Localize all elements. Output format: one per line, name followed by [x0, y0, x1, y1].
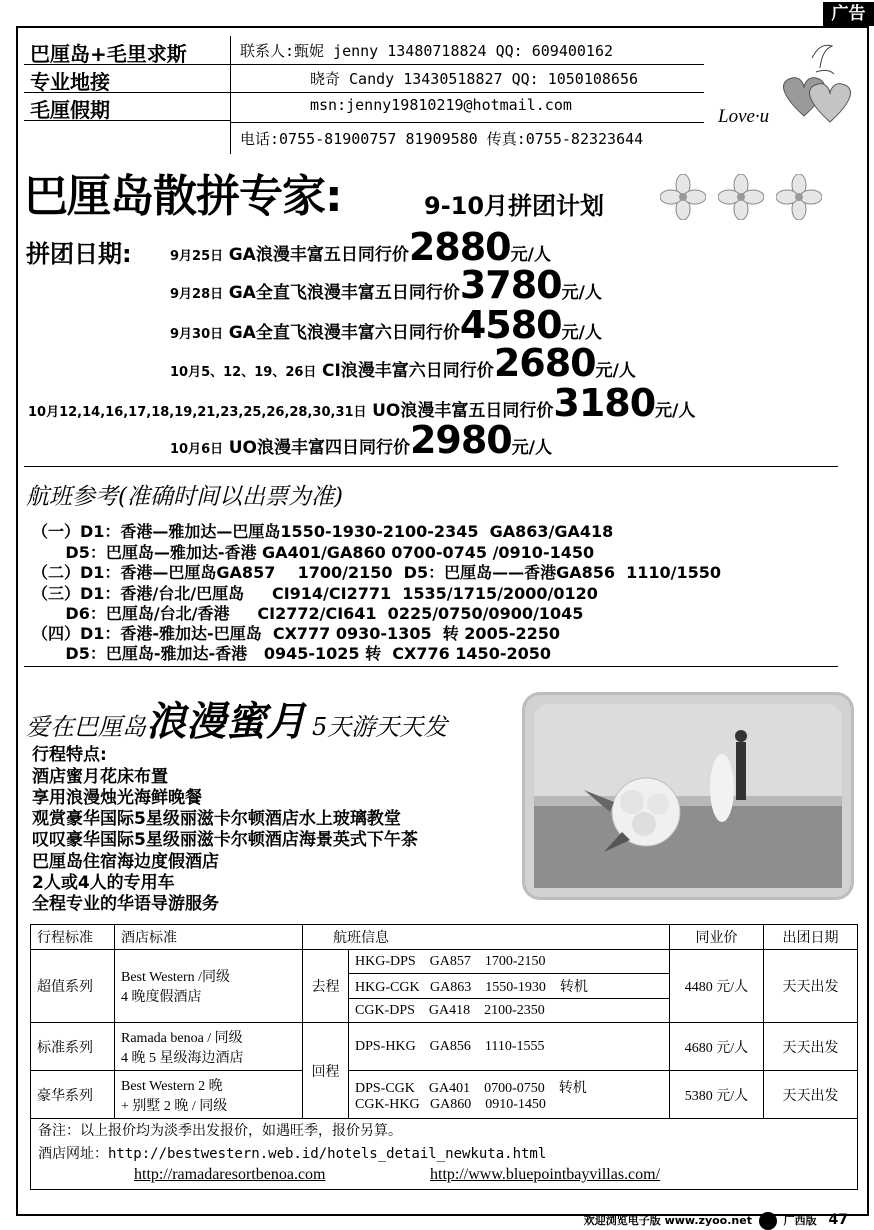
flight-line: （一）D1：香港—雅加达—巴厘岛1550-1930-2100-2345 GA863/GA418	[32, 522, 614, 541]
feature-item: 叹叹豪华国际5星级丽滋卡尔顿酒店海景英式下午茶	[32, 830, 418, 850]
feature-item: 酒店蜜月花床布置	[32, 767, 168, 787]
return-label: 回程	[303, 1023, 349, 1119]
hotel-standard: Best Western /同级 4 晚度假酒店	[115, 950, 303, 1023]
hotel-site-row	[38, 1143, 546, 1163]
schedule-row: 9月28日 GA全直飞浪漫丰富五日同行价3780元/人	[170, 263, 602, 307]
flight-reference-title: 航班参考(准确时间以出票为准)	[26, 484, 343, 510]
series-price: 4480 元/人	[670, 950, 764, 1023]
table-header: 同业价	[670, 925, 764, 950]
flight-cell: DPS-CGK GA401 0700-0750 转机 CGK-HKG GA860 0910-1450	[349, 1071, 670, 1119]
flight-line: D5：巴厘岛—雅加达-香港 GA401/GA860 0700-0745 /0910-1450	[32, 543, 595, 562]
hotel-standard: Best Western 2 晚 + 别墅 2 晚 / 同级	[115, 1071, 303, 1119]
love-u-logo	[712, 38, 862, 134]
feature-item: 享用浪漫烛光海鲜晚餐	[32, 788, 202, 808]
series-name: 豪华系列	[31, 1071, 115, 1119]
tag-local-agent: 专业地接	[30, 70, 110, 94]
logo-text: Love·u	[718, 106, 770, 127]
headline-subtitle: 9-10月拼团计划	[424, 192, 605, 220]
schedule-row: 10月6日 UO浪漫丰富四日同行价2980元/人	[170, 418, 552, 462]
feature-heading: 行程特点:	[32, 745, 107, 765]
outbound-label: 去程	[303, 950, 349, 1023]
tag-holiday: 毛厘假期	[30, 98, 110, 122]
honeymoon-title: 爱在巴厘岛浪漫蜜月 5天游天天发	[26, 698, 448, 745]
feature-item: 观赏豪华国际5星级丽滋卡尔顿酒店水上玻璃教堂	[32, 809, 401, 829]
feature-item: 全程专业的华语导游服务	[32, 894, 219, 914]
flight-cell: HKG-CGK GA863 1550-1930 转机	[349, 974, 670, 999]
link-bluepoint[interactable]: http://www.bluepointbayvillas.com/	[430, 1166, 661, 1183]
series-date: 天天出发	[764, 1071, 858, 1119]
contact-phone-fax: 电话:0755-81900757 81909580 传真:0755-82323644	[240, 130, 644, 148]
flight-line: D6：巴厘岛/台北/香港 CI2772/CI641 0225/0750/0900/1045	[32, 604, 584, 623]
pricing-remark: 备注：以上报价均为淡季出发报价，如遇旺季，报价另算。	[38, 1123, 402, 1139]
flower-icon	[776, 174, 822, 220]
feature-item: 2人或4人的专用车	[32, 873, 175, 893]
table-header: 出团日期	[764, 925, 858, 950]
flight-line: （三）D1：香港/台北/巴厘岛 CI914/CI2771 1535/1715/2000/0120	[32, 584, 598, 603]
tag-bali-mauritius: 巴厘岛+毛里求斯	[30, 42, 187, 66]
page-number: 47	[828, 1212, 848, 1228]
flight-line: （二）D1：香港—巴厘岛GA857 1700/2150 D5：巴厘岛——香港GA856 1110/1550	[32, 563, 722, 582]
series-name: 标准系列	[31, 1023, 115, 1071]
series-name: 超值系列	[31, 950, 115, 1023]
schedule-row: 10月12,14,16,17,18,19,21,23,25,26,28,30,31日 UO浪漫丰富五日同行价3180元/人	[28, 381, 696, 425]
series-date: 天天出发	[764, 950, 858, 1023]
schedule-row: 10月5、12、19、26日 CI浪漫丰富六日同行价2680元/人	[170, 341, 636, 385]
flight-cell: HKG-DPS GA857 1700-2150	[349, 950, 670, 974]
page-footer: 欢迎浏览电子版 www.zyoo.net 广西版 47	[583, 1212, 848, 1228]
itinerary-table	[30, 924, 858, 1119]
link-bestwestern[interactable]: http://bestwestern.web.id/hotels_detail_newkuta.html	[108, 1146, 547, 1162]
series-price: 4680 元/人	[670, 1023, 764, 1071]
flight-line: （四）D1：香港-雅加达-巴厘岛 CX777 0930-1305 转 2005-2250	[32, 624, 561, 643]
flower-icon	[660, 174, 706, 220]
ad-tag: 广告	[823, 2, 874, 26]
schedule-label: 拼团日期:	[26, 240, 132, 268]
contact-msn: msn:jenny19810219@hotmail.com	[310, 96, 572, 114]
link-ramada[interactable]: http://ramadaresortbenoa.com	[134, 1166, 326, 1183]
series-price: 5380 元/人	[670, 1071, 764, 1119]
feature-item: 巴厘岛住宿海边度假酒店	[32, 852, 219, 872]
wedding-photo	[522, 692, 854, 900]
contact-candy: 晓奇 Candy 13430518827 QQ: 1050108656	[310, 70, 639, 88]
table-header: 行程标准	[31, 925, 115, 950]
headline-title: 巴厘岛散拼专家:	[24, 171, 342, 222]
hotel-standard: Ramada benoa / 同级 4 晚 5 星级海边酒店	[115, 1023, 303, 1071]
brand-circle-icon	[759, 1212, 777, 1230]
series-date: 天天出发	[764, 1023, 858, 1071]
schedule-row: 9月30日 GA全直飞浪漫丰富六日同行价4580元/人	[170, 303, 602, 347]
schedule-row: 9月25日 GA浪漫丰富五日同行价2880元/人	[170, 225, 551, 269]
contact-jenny: 联系人:甄妮 jenny 13480718824 QQ: 609400162	[240, 42, 614, 60]
flower-icon	[718, 174, 764, 220]
table-header: 酒店标准	[115, 925, 303, 950]
hotel-site-label: 酒店网址：	[38, 1146, 108, 1162]
flight-cell: CGK-DPS GA418 2100-2350	[349, 999, 670, 1023]
flight-cell: DPS-HKG GA856 1110-1555	[349, 1023, 670, 1071]
flight-line: D5：巴厘岛-雅加达-香港 0945-1025 转 CX776 1450-2050	[32, 644, 551, 663]
table-header: 航班信息	[303, 925, 670, 950]
